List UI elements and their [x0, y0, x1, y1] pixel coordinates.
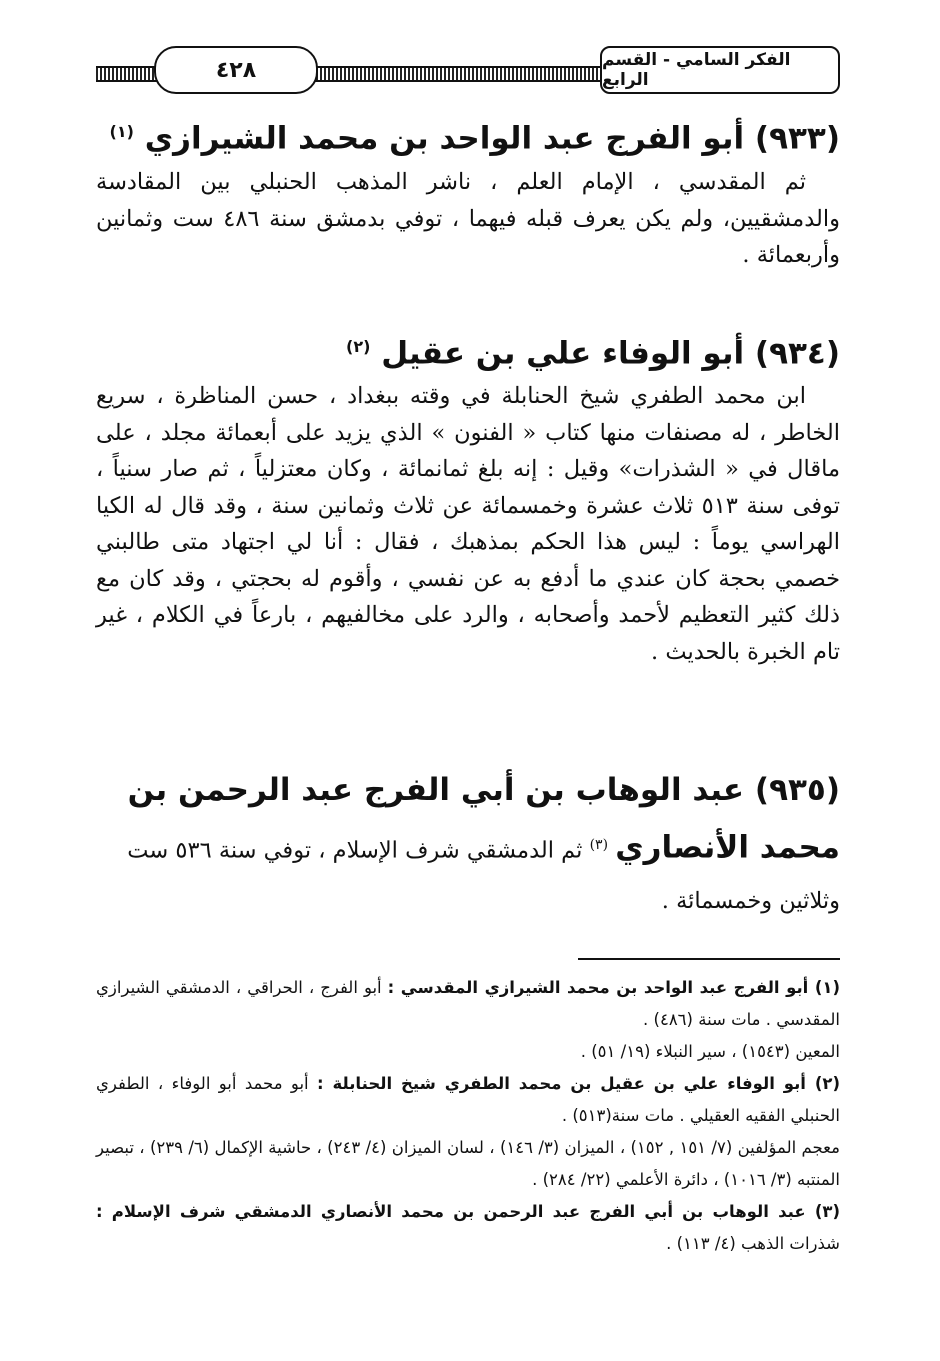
running-title: الفكر السامي - القسم الرابع [600, 46, 840, 94]
footnote-sources: المعين (١٥٤٣) ، سير النبلاء (١٩/ ٥١) . [580, 1042, 840, 1061]
entry-body-text: ثم المقدسي ، الإمام العلم ، ناشر المذهب الحنبلي بين المقادسة والدمشقيين، ولم يكن يعرف قبله فيهما ، توفي بدمشق سنة ٤٨٦ ست وثمانين وأربعمائة . [96, 169, 841, 268]
entry-body-933 [96, 164, 840, 274]
entry-heading-continuation: محمد الأنصاري [615, 829, 840, 866]
footnote-text: شذرات الذهب (٤/ ١١٣) . [666, 1234, 840, 1253]
entry-heading-935 [96, 766, 840, 814]
footnote-sources: معجم المؤلفين (٧/ ١٥١ , ١٥٢) ، الميزان (٣/ ١٤٦) ، لسان الميزان (٤/ ٢٤٣) ، حاشية الإكمال (٦/ ٢٣٩) ، تبصير المنتبه (٣/ ١٠١٦) ، دائرة الأعلمي (٢٢/ ٢٨٤) . [96, 1138, 840, 1189]
footnote-1 [96, 972, 840, 1068]
entry-body-text: ابن محمد الطفري شيخ الحنابلة في وقته ببغداد ، حسن المناظرة ، سريع الخاطر ، له مصنفات منها كتاب « الفنون » الذي يزيد على أبعمائة مجلد ، على ماقال في « الشذرات» وقيل : إنه بلغ ثمانمائة ، وكان معتزلياً ، ثم صار سنياً ، توفى سنة ٥١٣ ثلاث عشرة وخمسمائة عن ثلاث وثمانين سنة ، وقد قال له الكيا الهراسي يوماً : ليس هذا الحكم بمذهبك ، فقال : أنا لي اجتهاد متى طالبني خصمي بحجة كان عندي ما أدفع به عن نفسي ، وأقوم له بحجتي ، وقد كان مع ذلك كثير التعظيم لأحمد وأصحابه ، والرد على مخالفيهم ، بارعاً في الكلام ، غير تام الخبرة بالحديث . [96, 383, 841, 665]
entry-body-935 [96, 820, 840, 926]
entry-heading-text: (٩٣٤) أبو الوفاء علي بن عقيل [381, 335, 840, 372]
footnote-2 [96, 1068, 840, 1196]
footnote-title: (٣) عبد الوهاب بن أبي الفرج عبد الرحمن بن محمد الأنصاري الدمشقي شرف الإسلام : [96, 1202, 840, 1221]
footnote-title: (٢) أبو الوفاء علي بن عقيل بن محمد الطفري شيخ الحنابلة : [317, 1074, 840, 1093]
entry-heading-text: (٩٣٥) عبد الوهاب بن أبي الفرج عبد الرحمن بن [127, 772, 840, 808]
entry-heading-934 [96, 323, 840, 377]
footnote-ref: (١) [109, 122, 134, 141]
page-number: ٤٢٨ [154, 46, 318, 94]
footnote-3 [96, 1196, 840, 1260]
footnotes [96, 972, 840, 1260]
footnote-ref: (٣) [589, 837, 609, 853]
entry-body-934 [96, 378, 840, 670]
entry-heading-933 [96, 108, 840, 162]
footnote-ref: (٢) [346, 337, 371, 356]
footnote-text: أبو محمد أبو الوفاء ، الطفري الحنبلي الفقيه العقيلي . مات سنة(٥١٣) . [96, 1074, 840, 1125]
entry-body-text: ثم الدمشقي شرف الإسلام ، توفي سنة ٥٣٦ ست وثلاثين وخمسمائة . [127, 837, 840, 914]
entry-heading-text: (٩٣٣) أبو الفرج عبد الواحد بن محمد الشيرازي [144, 120, 840, 157]
footnote-text: أبو الفرج ، الحراقي ، الدمشقي الشيرازي المقدسي . مات سنة (٤٨٦) . [96, 978, 840, 1029]
running-header [96, 44, 840, 98]
footnote-divider [578, 958, 840, 960]
footnote-title: (١) أبو الفرج عبد الواحد بن محمد الشيرازي المقدسي : [387, 978, 840, 997]
